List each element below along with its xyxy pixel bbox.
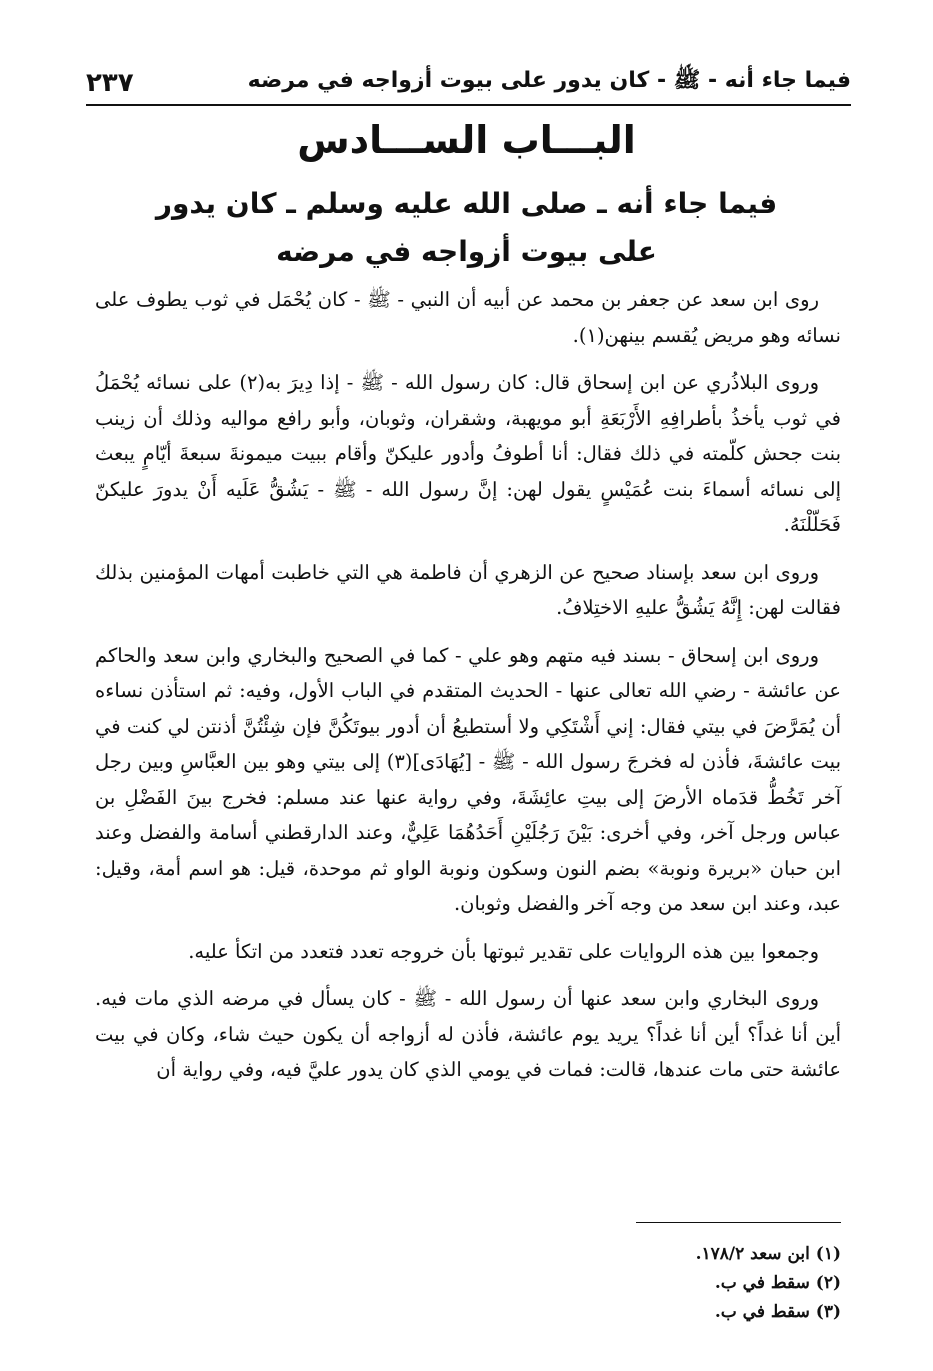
chapter-title: البـــاب الســـادس bbox=[297, 118, 636, 162]
paragraph-4: وروى ابن إسحاق - بسند فيه متهم وهو علي - كما في الصحيح والبخاري وابن سعد والحاكم عن عائشة - رضي الله تعالى عنها - الحديث المتقدم في الباب الأول، وفيه: ثم استأذن نساءه أن يُمَرَّضَ في بيتي فقال: إني أَشْتَكِي ولا أستطيعُ أن أدور بيوتَكُنَّ فإن شِئْتُنَّ أذنتن لي كنت في بيت عائشةَ، فأذن له فخرجَ رسول الله - ﷺ - [يُهَادَى](٣) إلى بيتي وهو بين العبَّاسِ وبين رجل آخر تَخُطُّ قدَماه الأرضَ إلى بيتِ عائِشَةَ، وفي رواية عنها عند مسلم: فخرج بينَ الفَضْلِ بن عباس ورجل آخر، وفي أخرى: بَيْنَ رَجُلَيْنِ أَحَدُهُمَا عَلِيٌّ، وعند الدارقطني أسامة والفضل وعند ابن حبان «بريرة ونوبة» بضم النون وسكون ونوبة الواو ثم موحدة، قيل: هو اسم أمة، وقيل: عبد، وعند ابن سعد من وجه آخر والفضل وثوبان. bbox=[95, 643, 841, 915]
running-header bbox=[86, 62, 851, 106]
footnotes bbox=[441, 1240, 841, 1327]
chapter-subtitle-line-1: فيما جاء أنه ـ صلى الله عليه وسلم ـ كان يدور bbox=[155, 187, 778, 220]
footnote-3: (٣) سقط في ب. bbox=[714, 1302, 841, 1322]
paragraph-6: وروى البخاري وابن سعد عنها أن رسول الله - ﷺ - كان يسأل في مرضه الذي مات فيه. أين أنا غداً؟ أين أنا غداً؟ يريد يوم عائشة، فأذن له أزواجه أن يكون حيث شاء، وكان في بيت عائشة حتى مات عندها، قالت: فمات في يومي الذي كان يدور عليَّ فيه، وفي رواية أن bbox=[95, 987, 841, 1081]
paragraph-5: وجمعوا بين هذه الروايات على تقدير ثبوتها بأن خروجه تعدد فتعدد من اتكأ عليه. bbox=[188, 939, 819, 963]
paragraph-1: روى ابن سعد عن جعفر بن محمد عن أبيه أن النبي - ﷺ - كان يُحْمَل في ثوب يطوف على نسائه وهو مريض يُقسم بينهن(١). bbox=[95, 288, 841, 347]
paragraph-3: وروى ابن سعد بإسناد صحيح عن الزهري أن فاطمة هي التي خاطبت أمهات المؤمنين بذلك فقالت لهن: إِنَّهُ يَشُقُّ عليهِ الاختِلافُ. bbox=[95, 560, 841, 619]
page-number: ٢٣٧ bbox=[86, 68, 134, 98]
footnote-1: (١) ابن سعد ١٧٨/٢. bbox=[695, 1244, 841, 1264]
chapter-subtitle bbox=[80, 180, 853, 276]
chapter-subtitle-line-2: على بيوت أزواجه في مرضه bbox=[276, 235, 657, 268]
body-text bbox=[95, 282, 841, 1100]
running-title: فيما جاء أنه - ﷺ - كان يدور على بيوت أزواجه في مرضه bbox=[247, 68, 851, 93]
footnote-2: (٢) سقط في ب. bbox=[714, 1273, 841, 1293]
paragraph-2: وروى البلاذُري عن ابن إسحاق قال: كان رسول الله - ﷺ - إذا دِيرَ به(٢) على نسائه يُحْمَلُ في ثوب يأخذُ بأطرافِهِ الأَرْبَعَةِ أبو مويهبة، وشقران، وثوبان، وأبو رافع مواليه وذلك أن زينب بنت جحش كلّمته في ذلك فقال: أنا أطوفُ وأدور عليكنّ وأقام ببيت ميمونةَ سبعةَ أيّامٍ يبعث إلى نسائه أسماءَ بنت عُمَيْسٍ يقول لهن: إنَّ رسول الله - ﷺ - يَشُقُّ عَلَيه أَنْ يدورَ عليكنّ فَحَلّلْنَهُ. bbox=[95, 371, 841, 536]
footnote-separator bbox=[636, 1222, 841, 1223]
